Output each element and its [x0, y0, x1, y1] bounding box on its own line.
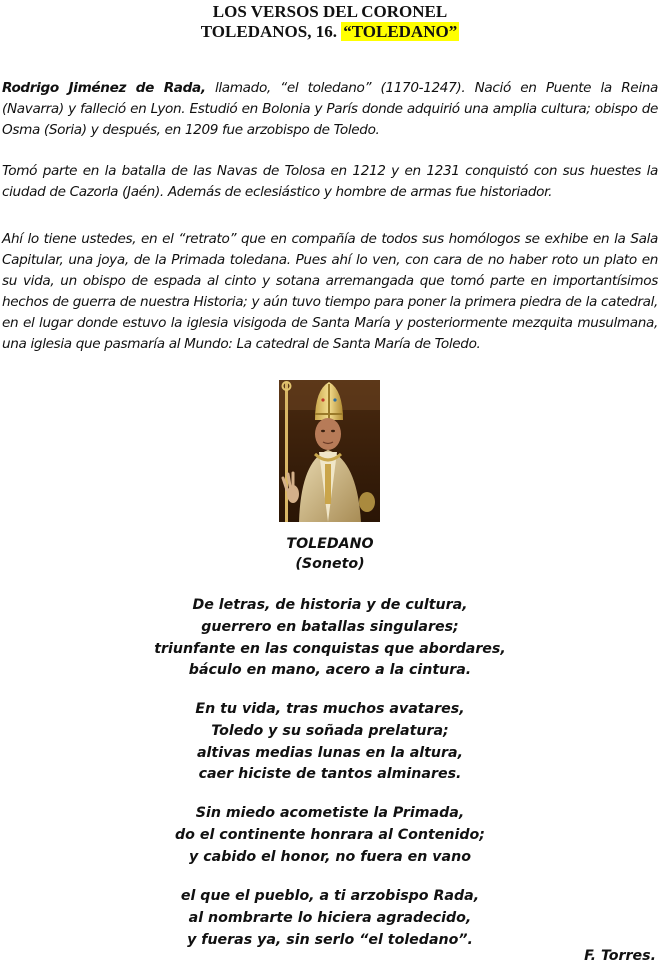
verse-line: el que el pueblo, a ti arzobispo Rada, [180, 888, 480, 904]
person-name: Rodrigo Jiménez de Rada, [2, 80, 206, 96]
intro-paragraph-3: Ahí lo tiene ustedes, en el “retrato” que en compañía de todos sus homólogos se exhibe en la Sala Capitular, una joya, de la Primada toledana. Pues ahí lo ven, con cara de no haber roto un plato en su vida, un obispo de espada al cinto y sotana arremangada que tomó parte en importantísimos hechos de guerra de nuestra Historia; y aún tuvo tiempo para poner la primera piedra de la catedral, en el lugar donde estuvo la iglesia visigoda de Santa María y posteriormente mezquita musulmana, una iglesia que pasmaría al Mundo: La catedral de Santa María de Toledo. [2, 231, 658, 352]
poem-stanza-4 [0, 886, 660, 951]
verse-line: En tu vida, tras muchos avatares, [195, 701, 465, 717]
verse-line: do el continente honrara al Contenido; [175, 826, 485, 843]
poem-stanza-1 [0, 595, 660, 682]
poem-title: TOLEDANO [286, 536, 374, 552]
verse-line: Sin miedo acometiste la Primada, [195, 805, 465, 821]
verse-line: y cabido el honor, no fuera en vano [189, 848, 471, 865]
verse-line: guerrero en batallas singulares; [201, 618, 459, 635]
page-title: LOS VERSOS DEL CORONEL [212, 2, 448, 21]
intro-paragraph-1-text: llamado, “el toledano” (1170-1247). Nació en Puente la Reina (Navarra) y falleció en Lyon. Estudió en Bolonia y París donde adquirió una amplia cultura; obispo de Osma (Soria) y después, en 1209 fue arzobispo de Toledo. [2, 80, 658, 138]
poem-stanza-3 [0, 803, 660, 868]
verse-line: báculo en mano, acero a la cintura. [188, 662, 472, 679]
verse-line: altivas medias lunas en la altura, [196, 744, 463, 761]
verse-line: caer hiciste de tantos alminares. [198, 766, 462, 783]
verse-line: triunfante en las conquistas que abordares, [154, 640, 506, 657]
intro-paragraph-2: Tomó parte en la batalla de las Navas de Tolosa en 1212 y en 1231 conquistó con sus huestes la ciudad de Cazorla (Jaén). Además de eclesiástico y hombre de armas fue historiador. [2, 163, 658, 200]
portrait-image [279, 380, 380, 522]
page-subtitle [0, 22, 660, 42]
verse-line: Toledo y su soñada prelatura; [211, 722, 449, 739]
intro-paragraph-1 [2, 78, 658, 141]
highlighted-title: “TOLEDANO” [343, 22, 458, 41]
poem-stanza-2 [0, 699, 660, 786]
verse-line: al nombrarte lo hiciera agradecido, [188, 909, 472, 926]
verse-line: y fueras ya, sin serlo “el toledano”. [187, 931, 473, 948]
author-signature: F. Torres. [584, 948, 656, 964]
subtitle-prefix: TOLEDANOS, 16. [200, 22, 342, 41]
poem-subtitle: (Soneto) [295, 556, 365, 572]
verse-line: De letras, de historia y de cultura, [192, 597, 468, 613]
